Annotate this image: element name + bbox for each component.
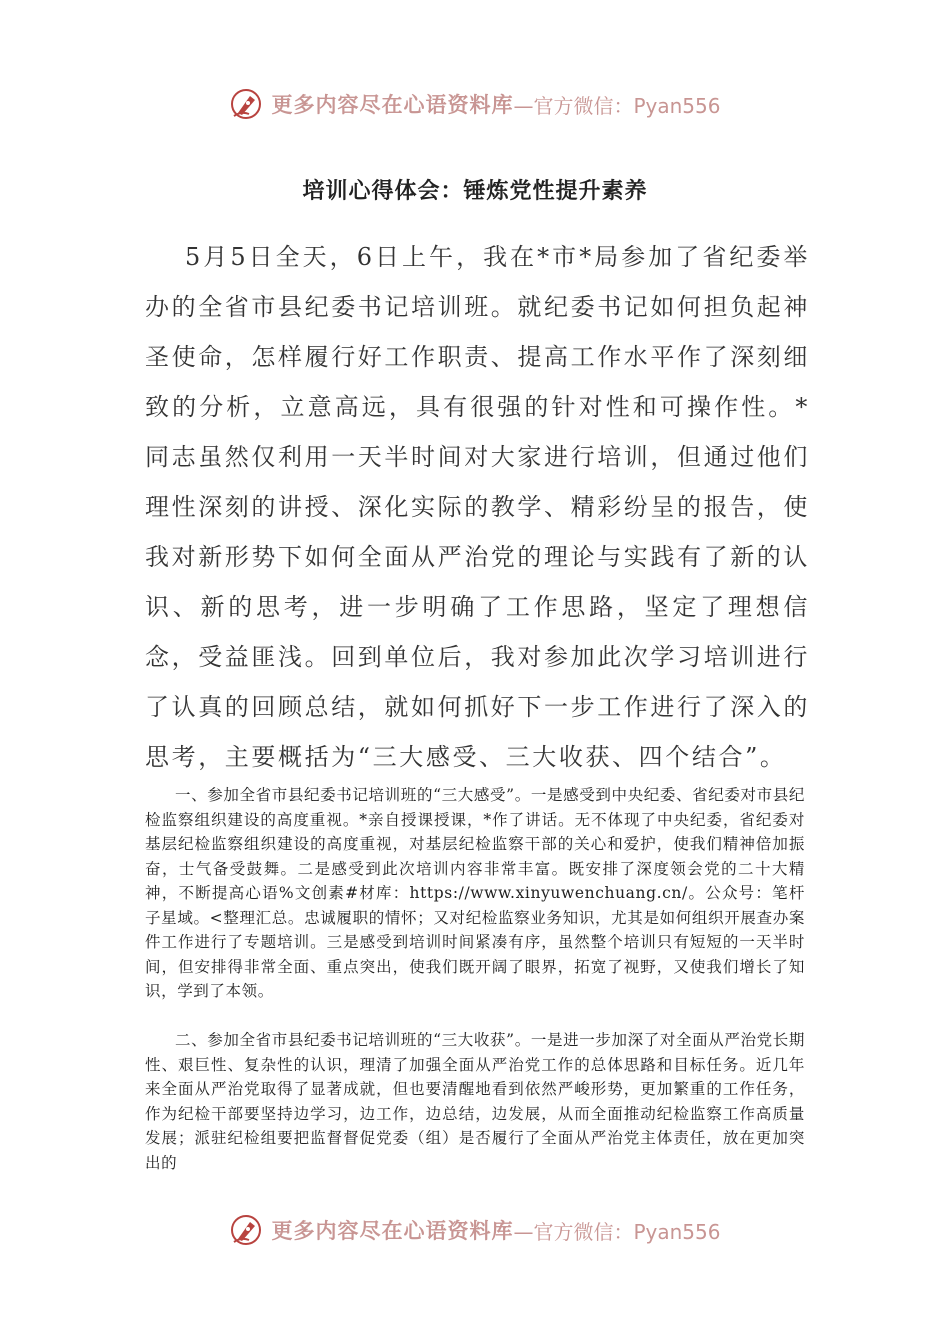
header-watermark-banner xyxy=(0,82,950,126)
document-title: 培训心得体会：锤炼党性提升素养 xyxy=(302,178,648,204)
section-one-paragraph: 一、参加全省市县纪委书记培训班的“三大感受”。一是感受到中央纪委、省纪委对市县纪检监察组织建设的高度重视。*亲自授课授课，*作了讲话。无不体现了中央纪委，省纪委对基层纪检监察组织建设的高度重视，对基层纪检监察干部的关心和爱护，使我们精神倍加振奋，士气备受鼓舞。二是感受到此次培训内容非常丰富。既安排了深度领会党的二十大精神，不断提高心语%文创素#材库：https://www.xinyuwenchuang.cn/。公众号：笔杆子星域。<整理汇总。忠诚履职的情怀；又对纪检监察业务知识，尤其是如何组织开展查办案件工作进行了专题培训。三是感受到培训时间紧凑有序，虽然整个培训只有短短的一天半时间，但安排得非常全面、重点突出，使我们既开阔了眼界，拓宽了视野，又使我们增长了知识，学到了本领。 xyxy=(145,786,805,1000)
section-two-paragraph: 二、参加全省市县纪委书记培训班的“三大收获”。一是进一步加深了对全面从严治党长期性、艰巨性、复杂性的认识，理清了加强全面从严治党工作的总体思路和目标任务。近几年来全面从严治党取得了显著成就，但也要清醒地看到依然严峻形势，更加繁重的工作任务，作为纪检干部要坚持边学习，边工作，边总结，边发展，从而全面推动纪检监察工作高质量发展；派驻纪检组要把监督督促党委（组）是否履行了全面从严治党主体责任，放在更加突出的 xyxy=(145,1031,805,1172)
banner-brand-text: 更多内容尽在心语资料库 xyxy=(271,92,514,117)
pen-nib-icon xyxy=(229,1213,263,1247)
footer-watermark-banner xyxy=(0,1208,950,1252)
banner-contact-text: —官方微信：Pyan556 xyxy=(513,1219,721,1244)
pen-nib-icon xyxy=(229,87,263,121)
banner-brand-text: 更多内容尽在心语资料库 xyxy=(271,1218,514,1243)
banner-contact-text: —官方微信：Pyan556 xyxy=(513,93,721,118)
lead-paragraph: 5月5日全天，6日上午，我在*市*局参加了省纪委举办的全省市县纪委书记培训班。就纪委书记如何担负起神圣使命，怎样履行好工作职责、提高工作水平作了深刻细致的分析，立意高远，具有很强的针对性和可操作性。*同志虽然仅利用一天半时间对大家进行培训，但通过他们理性深刻的讲授、深化实际的教学、精彩纷呈的报告，使我对新形势下如何全面从严治党的理论与实践有了新的认识、新的思考，进一步明确了工作思路，坚定了理想信念，受益匪浅。回到单位后，我对参加此次学习培训进行了认真的回顾总结，就如何抓好下一步工作进行了深入的思考，主要概括为“三大感受、三大收获、四个结合”。 xyxy=(145,243,810,771)
